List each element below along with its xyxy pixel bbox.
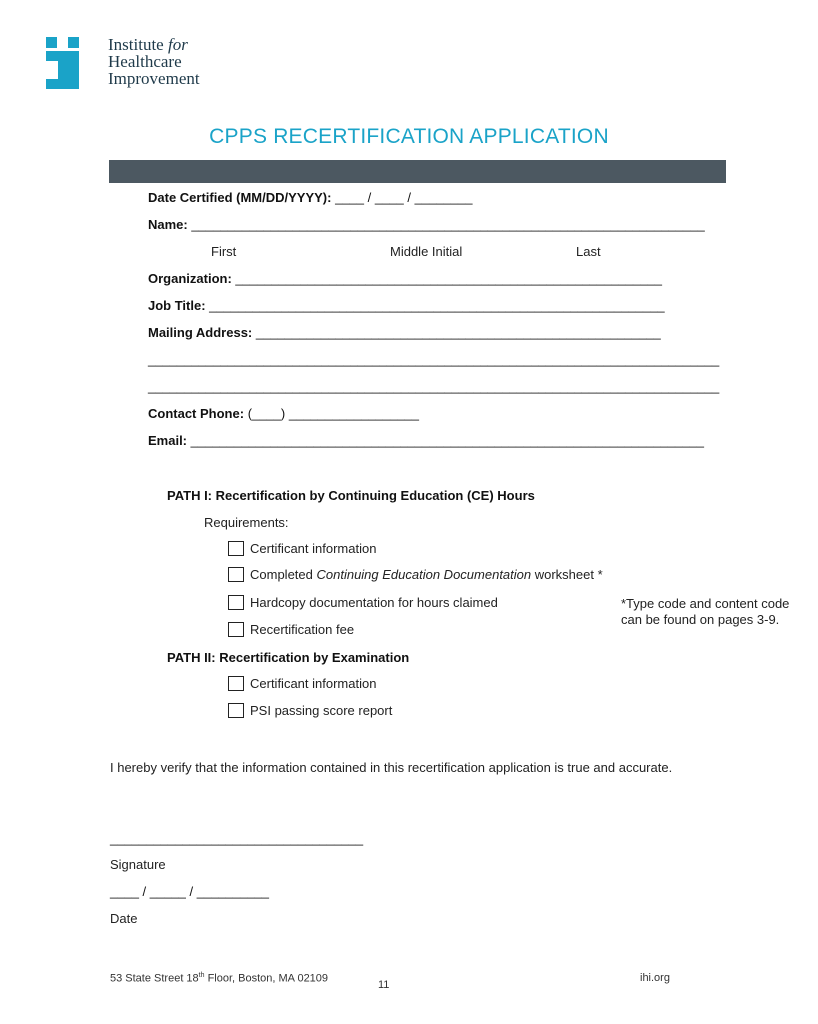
signature-label: Signature — [110, 857, 166, 872]
checkbox[interactable] — [228, 567, 244, 582]
checkbox[interactable] — [228, 703, 244, 718]
path-2-heading: PATH II: Recertification by Examination — [167, 650, 410, 665]
path-1-item-ce-worksheet[interactable] — [228, 567, 603, 582]
organization-label: Organization: — [148, 271, 232, 286]
email-label: Email: — [148, 433, 188, 448]
contact-phone-blank[interactable]: (____) __________________ — [247, 406, 420, 421]
organization-blank[interactable]: ___________________________________________________________ — [235, 271, 662, 286]
checkbox[interactable] — [228, 595, 244, 610]
checkbox-label: Completed Continuing Education Documentation worksheet * — [250, 567, 603, 582]
checkbox-label: Recertification fee — [250, 622, 355, 637]
checkbox-label: Certificant information — [250, 541, 377, 556]
checkbox[interactable] — [228, 676, 244, 691]
date-certified-blank[interactable]: ____ / ____ / ________ — [335, 190, 473, 205]
path-1-heading: PATH I: Recertification by Continuing Education (CE) Hours — [167, 488, 535, 503]
footer-website-link[interactable]: ihi.org — [640, 972, 670, 984]
contact-phone-field[interactable] — [148, 406, 419, 421]
date-label: Date — [110, 911, 138, 926]
path-2-item-psi-report[interactable] — [228, 703, 392, 718]
checkbox[interactable] — [228, 622, 244, 637]
checkbox[interactable] — [228, 541, 244, 556]
requirements-label: Requirements: — [204, 515, 289, 530]
page-number: 11 — [378, 979, 390, 991]
mailing-address-label: Mailing Address: — [148, 325, 253, 340]
footer-address: 53 State Street 18th Floor, Boston, MA 02109 — [110, 972, 329, 985]
last-name-caption: Last — [576, 244, 601, 259]
path-2-item-certificant[interactable] — [228, 676, 376, 691]
name-blank[interactable]: _______________________________________________________________________ — [191, 217, 705, 232]
signature-blank[interactable]: ___________________________________ — [110, 831, 364, 846]
logo-wordmark: Institute for Healthcare Improvement — [108, 35, 200, 88]
contact-phone-label: Contact Phone: — [148, 406, 245, 421]
checkbox-label: Hardcopy documentation for hours claimed — [250, 595, 498, 610]
email-field[interactable] — [148, 433, 704, 448]
path-1-item-fee[interactable] — [228, 622, 354, 637]
job-title-blank[interactable]: _______________________________________________________________ — [209, 298, 665, 313]
mailing-address-blank[interactable]: ________________________________________________________ — [255, 325, 661, 340]
email-blank[interactable]: _______________________________________________________________________ — [190, 433, 704, 448]
address-line-2-blank[interactable]: _______________________________________________________________________________ — [148, 352, 720, 367]
page-title: CPPS RECERTIFICATION APPLICATION — [209, 125, 609, 148]
checkbox-label: PSI passing score report — [250, 703, 393, 718]
date-certified-label: Date Certified (MM/DD/YYYY): — [148, 190, 332, 205]
date-blank[interactable]: ____ / _____ / __________ — [110, 884, 270, 899]
path-1-item-hardcopy[interactable] — [228, 595, 498, 610]
job-title-label: Job Title: — [148, 298, 206, 313]
mailing-address-field[interactable] — [148, 325, 661, 340]
ihi-logo-mark-icon — [46, 37, 100, 89]
type-code-note: *Type code and content code can be found on pages 3-9. — [621, 596, 790, 627]
organization-field[interactable] — [148, 271, 662, 286]
date-certified-field[interactable] — [148, 190, 472, 205]
checkbox-label: Certificant information — [250, 676, 377, 691]
name-label: Name: — [148, 217, 188, 232]
verification-statement: I hereby verify that the information contained in this recertification application is true and accurate. — [110, 760, 673, 775]
path-1-item-certificant[interactable] — [228, 541, 376, 556]
job-title-field[interactable] — [148, 298, 665, 313]
middle-initial-caption: Middle Initial — [390, 244, 463, 259]
header-divider-bar — [109, 160, 726, 183]
name-field[interactable] — [148, 217, 705, 232]
first-name-caption: First — [211, 244, 237, 259]
address-line-3-blank[interactable]: _______________________________________________________________________________ — [148, 379, 720, 394]
